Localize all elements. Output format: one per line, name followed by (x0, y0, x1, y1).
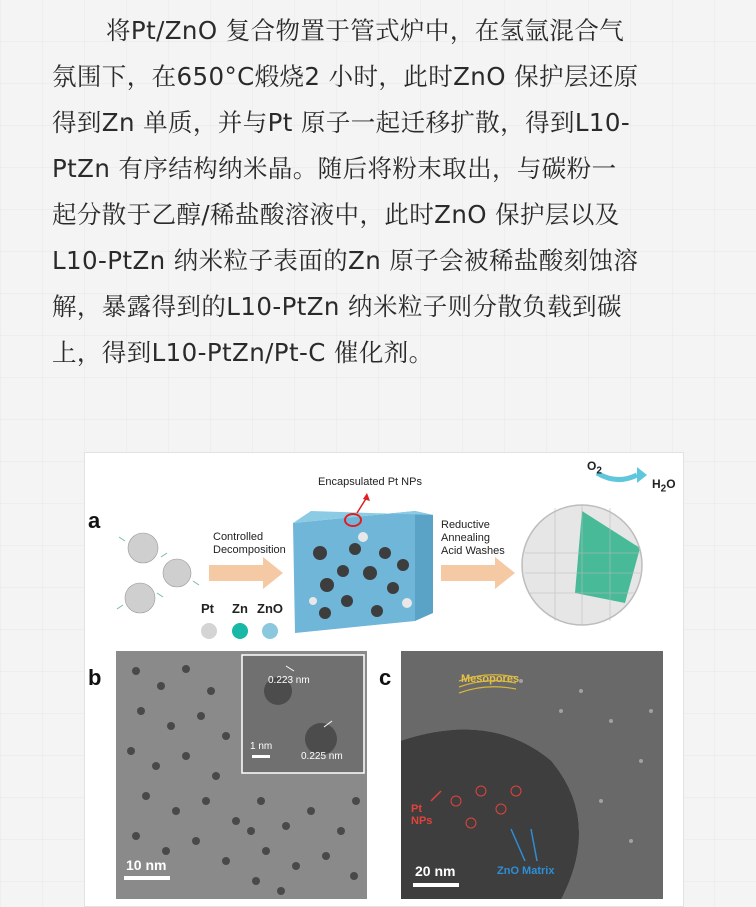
text-line-7: 解，暴露得到的L10-PtZn 纳米粒子则分散负载到碳 (52, 292, 622, 321)
step2-line-1: Reductive (441, 519, 490, 531)
text-line-1: 将Pt/ZnO 复合物置于管式炉中，在氢氩混合气 (106, 16, 625, 45)
panel-c-label: c (379, 665, 392, 690)
text-line-6: L10-PtZn 纳米粒子表面的Zn 原子会被稀盐酸刻蚀溶 (52, 246, 639, 275)
mesopores-label: Mesopores (461, 673, 520, 685)
panel-b-label: b (88, 665, 102, 690)
arrow-2-icon (441, 557, 515, 589)
panel-a-label: a (88, 508, 101, 533)
step1-line-1: Controlled (213, 531, 264, 543)
text-line-8: 上，得到L10-PtZn/Pt-C 催化剂。 (52, 338, 434, 367)
step1-line-2: Decomposition (213, 544, 286, 556)
tem-image (116, 651, 367, 899)
text-line-3: 得到Zn 单质，并与Pt 原子一起迁移扩散，得到L10- (52, 108, 631, 137)
text-line-2: 氛围下，在650°C煅烧2 小时，此时ZnO 保护层还原 (52, 62, 639, 91)
encapsulated-pt-label: Encapsulated Pt NPs (318, 476, 422, 488)
step2-line-3: Acid Washes (441, 545, 505, 557)
inset-scale-label: 1 nm (250, 741, 273, 752)
legend-zn-dot (232, 623, 248, 639)
zno-matrix-label: ZnO Matrix (497, 865, 555, 877)
o2-label: $O_2$ (587, 459, 602, 477)
spiky-nanoparticles (125, 533, 191, 613)
stem-particles (401, 651, 663, 899)
reaction-arrow-icon (597, 473, 637, 480)
stem-scale-label: 20 nm (415, 863, 456, 879)
step2-label (441, 519, 505, 558)
figure (84, 452, 684, 907)
pt-nps-label (411, 803, 432, 827)
step1-label (213, 531, 286, 557)
arrow-1-icon (209, 557, 283, 589)
text-line-5: 起分散于乙醇/稀盐酸溶液中，此时ZnO 保护层以及 (52, 200, 620, 229)
legend-zno-dot (262, 623, 278, 639)
text-line-4: PtZn 有序结构纳米晶。随后将粉末取出，与碳粉一 (52, 154, 617, 183)
inset-spacing-1: 0.223 nm (268, 675, 310, 686)
legend-zno-label: ZnO (257, 601, 283, 616)
pt-nps-line-1: Pt (411, 803, 422, 815)
tem-scale-label: 10 nm (126, 857, 167, 873)
stem-image (401, 651, 663, 899)
legend-zn-label: Zn (232, 601, 248, 616)
h2o-label: $H_2O$ (652, 477, 676, 495)
legend-pt-dot (201, 623, 217, 639)
legend-pt-label: Pt (201, 601, 214, 616)
zno-cube (293, 511, 433, 633)
pt-nps-line-2: NPs (411, 815, 433, 827)
article-paragraph (52, 8, 712, 376)
inset-spacing-2: 0.225 nm (301, 751, 343, 762)
step2-line-2: Annealing (441, 532, 490, 544)
